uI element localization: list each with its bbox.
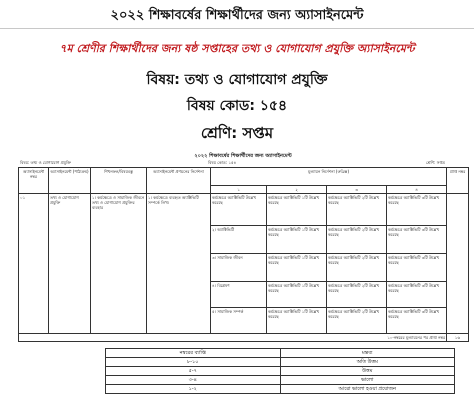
rubric-cell: কর্মক্ষেত্রে অ্যাক্টিভিটি উল্লেখ করেছে [211,194,267,226]
rubric-table [18,167,469,342]
rubric-cell: কর্মক্ষেত্রে অ্যাক্টিভিটি ৩টি উল্লেখ করেছে [387,194,447,226]
total-value: ১৬ [447,334,469,342]
learning-outcome: ১। কর্মক্ষেত্রে ও সামাজিক জীবনে তথ্য ও যোগাযোগ প্রযুক্তির ব্যবহার [91,194,147,334]
rubric-cell: কর্মক্ষেত্রে অ্যাক্টিভিটি ১টি উল্লেখ করেছে [267,308,327,334]
header-objective: শিখনফল/বিষয়বস্তু [91,168,147,194]
assignment-week-title: ৭ম শ্রেণীর শিক্ষার্থীদের জন্য ষষ্ঠ সপ্তাহের তথ্য ও যোগাযোগ প্রযুক্তি অ্যাসাইনমেন্ট [59,42,415,55]
score-header-range: নম্বরের ব্যাপ্তি [106,349,281,358]
rubric-cell: কর্মক্ষেত্রে অ্যাক্টিভিটি ২টি উল্লেখ করেছে [327,194,387,226]
rubric-cell: কর্মক্ষেত্রে অ্যাক্টিভিটি ৩টি উল্লেখ করেছে [387,282,447,308]
rubric-criteria: ৪। বিশ্লেষণ [211,282,267,308]
level-4: ৪ [387,186,447,194]
rubric-cell: কর্মক্ষেত্রে অ্যাক্টিভিটি ৩টি উল্লেখ করেছে [387,226,447,254]
sheet-title: ২০২২ শিক্ষাবর্ষের শিক্ষার্থীদের জন্য অ্যাসাইনমেন্ট [194,153,292,159]
rubric-criteria: ২। অ্যাক্টিভিটি [211,226,267,254]
score-range: ৫-৭ [106,367,281,376]
rubric-cell: কর্মক্ষেত্রে অ্যাক্টিভিটি ১টি উল্লেখ করেছে [267,226,327,254]
level-2: ২ [267,186,327,194]
score-remark: উত্তম [280,367,455,376]
score-header-remark: মন্তব্য [280,349,455,358]
sheet-code: বিষয় কোড: ১৫৪ [208,160,237,165]
total-label: ১০-নম্বরের মূল্যায়নের পর প্রাপ্ত নম্বর [19,334,447,342]
assignment-sheet [18,150,468,346]
score-range-table [105,348,455,394]
rubric-cell: কর্মক্ষেত্রে অ্যাক্টিভিটি ১টি উল্লেখ করেছে [267,282,327,308]
rubric-cell: কর্মক্ষেত্রে অ্যাক্টিভিটি ২টি উল্লেখ করেছে [327,226,387,254]
rubric-cell: কর্মক্ষেত্রে অ্যাক্টিভিটি ২টি উল্লেখ করেছে [327,254,387,282]
subject-title: বিষয়: তথ্য ও যোগাযোগ প্রযুক্তি [146,72,328,88]
header-rubric: মূল্যায়ন নির্দেশনা (রুব্রিক্স) [211,168,447,186]
rubric-criteria: ৫। সামাজিক সম্পর্ক [211,308,267,334]
rubric-cell: কর্মক্ষেত্রে অ্যাক্টিভিটি ২টি উল্লেখ করেছে [327,282,387,308]
rubric-cell: কর্মক্ষেত্রে অ্যাক্টিভিটি ৩টি উল্লেখ করেছে [387,308,447,334]
score-remark: ভালো [280,376,455,385]
score-range: ৮-১০ [106,358,281,367]
rubric-criteria: ৩। সামাজিক জীবন [211,254,267,282]
header-marks: প্রাপ্ত নম্বর [447,168,469,194]
score-range: ১-২ [106,385,281,394]
header-assignment: অ্যাসাইনমেন্ট (পাঠ্যক্রম) [49,168,91,194]
header-no: অ্যাসাইনমেন্ট নম্বর [19,168,49,194]
assignment-instruction: ১। কর্মক্ষেত্রে ব্যবহৃত অ্যাক্টিভিটি সম্পর্কে লিখ। [147,194,211,334]
level-1: ১ [211,186,267,194]
rubric-cell: কর্মক্ষেত্রে অ্যাক্টিভিটি ১টি উল্লেখ করেছে [267,194,327,226]
subject-code: বিষয় কোড: ১৫৪ [186,98,288,114]
score-remark: আরো ভালো হওয়া প্রয়োজন [280,385,455,394]
rubric-cell: কর্মক্ষেত্রে অ্যাক্টিভিটি ২টি উল্লেখ করেছে [327,308,387,334]
sheet-subject: বিষয়: তথ্য ও যোগাযোগ প্রযুক্তি [20,160,71,165]
assignment-number: ০১ [19,194,49,334]
sheet-class: শ্রেণি: সপ্তম [426,160,445,165]
class-title: শ্রেণি: সপ্তম [200,124,274,142]
divider [0,28,474,29]
assignment-year-title: ২০২২ শিক্ষাবর্ষের শিক্ষার্থীদের জন্য অ্যাসাইনমেন্ট [110,8,364,23]
assignment-name: তথ্য ও যোগাযোগ প্রযুক্তি [49,194,91,334]
score-remark: অতি উত্তম [280,358,455,367]
marks-cell [447,194,469,334]
level-3: ৩ [327,186,387,194]
rubric-cell: কর্মক্ষেত্রে অ্যাক্টিভিটি ৩টি উল্লেখ করেছে [387,254,447,282]
header-instruction: অ্যাসাইনমেন্ট প্রণয়নের নির্দেশনা [147,168,211,194]
rubric-cell: কর্মক্ষেত্রে অ্যাক্টিভিটি ১টি উল্লেখ করেছে [267,254,327,282]
score-range: ৩-৪ [106,376,281,385]
